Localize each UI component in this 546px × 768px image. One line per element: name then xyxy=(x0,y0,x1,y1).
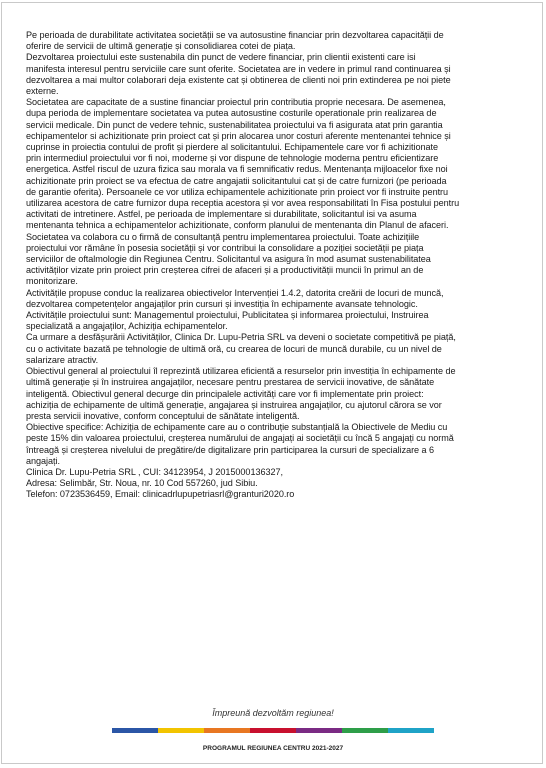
color-bars xyxy=(112,728,434,733)
text-line: angajați. xyxy=(26,455,60,466)
text-line: prin intermediul proiectului vor fi noi, moderne și vor dispune de tehnologie moderna pentru eficientizare xyxy=(26,153,439,164)
text-line: dezvoltarea competențelor angajaților prin cursuri și investiția în echipamente avansate tehnologic. xyxy=(26,298,418,309)
color-bar-segment xyxy=(250,728,296,733)
text-line: Ca urmare a desfășurării Activităților, Clinica Dr. Lupu-Petria SRL va deveni o societate competitivă pe piață, xyxy=(26,332,456,343)
text-line: echipamentelor si achizitionate prin proiect cat și prin alocarea unor costuri aferente mentenantei tehnice și xyxy=(26,130,451,141)
color-bar-segment xyxy=(388,728,434,733)
text-line: specializată a angajaților, Achiziția echipamentelor. xyxy=(26,321,228,332)
text-line: Obiective specifice: Achiziția de echipamente care au o contribuție substanțială la Obiectivele de Mediu cu xyxy=(26,422,448,433)
text-line: servicii medicale. Din punct de vedere tehnic, sustenabilitatea proiectului va fi asigurata atat prin garantia xyxy=(26,119,443,130)
text-line: utilizarea acestora de catre furnizor dupa receptia acestora și vor avea responsabilitati în Fisa postului pentru xyxy=(26,198,460,209)
text-line: inteligentă. Obiectivul general decurge din principalele activități care vor fi implementate prin proiect: xyxy=(26,388,424,399)
text-line: achiziția de echipamente de ultimă generație, angajarea și instruirea angajaților, cu ajutorul cărora se vor xyxy=(26,399,442,410)
text-line: Telefon: 0723536459, Email: clinicadrlupupetriasrl@granturi2020.ro xyxy=(26,489,295,500)
text-line: cu o activitate bazată pe tehnologie de ultimă oră, cu crearea de locuri de muncă durabile, cu un nivel de xyxy=(26,343,442,354)
text-line: oferire de servicii de ultimă generație și consolidiarea cotei de piața. xyxy=(26,41,296,52)
text-line: întreagă și creșterea nivelului de pregătire/de digitalizare prin participarea la cursuri de specializare a 6 xyxy=(26,444,435,455)
footer-slogan: Împreună dezvoltăm regiunea! xyxy=(212,708,334,718)
text-line: serviciilor de oftalmologie din Regiunea Centru. Solicitantul va asigura în mod asumat sustenabilitatea xyxy=(26,254,431,265)
text-line: proiectului vor rămâne în posesia societății și vor contribui la consolidare a poziției societății pe piața xyxy=(26,242,424,253)
text-line: Activitățile proiectului sunt: Managementul proiectului, Publicitatea și informarea proiectului, Instruirea xyxy=(26,310,429,321)
text-line: peste 15% din valoarea proiectului, creșterea numărului de angajați ai societății cu încă 5 angajați cu normă xyxy=(26,433,454,444)
color-bar-segment xyxy=(204,728,250,733)
text-line: cuprinse in proiectia contului de profit și pierdere al solicitantului. Echipamentele care vor fi achizitionate xyxy=(26,142,438,153)
text-line: Clinica Dr. Lupu-Petria SRL , CUI: 34123954, J 2015000136327, xyxy=(26,466,283,477)
color-bar-segment xyxy=(158,728,204,733)
text-line: presta servicii inovative, conform conceptului de sănătate inteligentă. xyxy=(26,410,300,421)
text-line: externe. xyxy=(26,86,59,97)
color-bar-segment xyxy=(112,728,158,733)
text-line: manifesta interesul pentru serviciile care sunt oferite. Societatea are in vedere in primul rand continuarea și xyxy=(26,63,451,74)
document-body xyxy=(26,30,528,501)
text-line: activităților vizate prin proiect prin creșterea cifrei de afaceri și a productivității muncii în primul an de xyxy=(26,265,424,276)
text-line: energetica. Astfel riscul de uzura fizica sau morala va fi semnificativ redus. Mentenanța mijloacelor fixe noi xyxy=(26,164,448,175)
text-line: dupa perioda de implementare societatea va putea autosustine costurile operationale prin realizarea de xyxy=(26,108,437,119)
text-line: Adresa: Selimbăr, Str. Noua, nr. 10 Cod 557260, jud Sibiu. xyxy=(26,478,258,489)
text-line: de garantie oferita). Persoanele ce vor utiliza echipamentele achizitionate prin proiect vor fi instruite pentru xyxy=(26,186,449,197)
text-line: dezvoltarea a mai multor colaborari deja existente cat și obtinerea de clienti noi prin extinderea pe noi piete xyxy=(26,74,451,85)
text-line: Societatea va colabora cu o firmă de consultanță pentru implementarea proiectului. Toate achizițiile xyxy=(26,231,420,242)
text-line: salarizare atractiv. xyxy=(26,354,99,365)
text-line: Dezvoltarea proiectului este sustenabila din punct de vedere financiar, prin clientii existenti care isi xyxy=(26,52,416,63)
text-line: mentenanta tehnica a echipamentelor achizitionate, conform planului de mentenanta din Planul de afaceri. xyxy=(26,220,449,231)
text-line: monitorizare. xyxy=(26,276,78,287)
text-line: ultimă generație și în instruirea angajaților, necesare pentru prestarea de servicii inovative, de sănătate xyxy=(26,377,435,388)
color-bar-segment xyxy=(296,728,342,733)
color-bar-segment xyxy=(342,728,388,733)
text-line: achizitionate prin proiect se va efectua de catre angajatii solicitantului cat și de catre furnizori (pe perioada xyxy=(26,175,447,186)
text-line: Activitățile propuse conduc la realizarea obiectivelor Intervenției 1.4.2, datorita creării de locuri de muncă, xyxy=(26,287,444,298)
text-line: Obiectivul general al proiectului îl reprezintă utilizarea eficientă a resurselor prin investiția în echipamente de xyxy=(26,366,456,377)
text-line: Pe perioada de durabilitate activitatea societății se va autosustine financiar prin dezvoltarea capacității de xyxy=(26,30,444,40)
footer-program-name: PROGRAMUL REGIUNEA CENTRU 2021-2027 xyxy=(202,745,344,752)
text-line: Societatea are capacitate de a sustine financiar proiectul prin contributia proprie necesara. De asemenea, xyxy=(26,97,446,108)
text-line: activitati de intretinere. Astfel, pe perioada de implementare si durabilitate, solicitantul isi va asuma xyxy=(26,209,417,220)
